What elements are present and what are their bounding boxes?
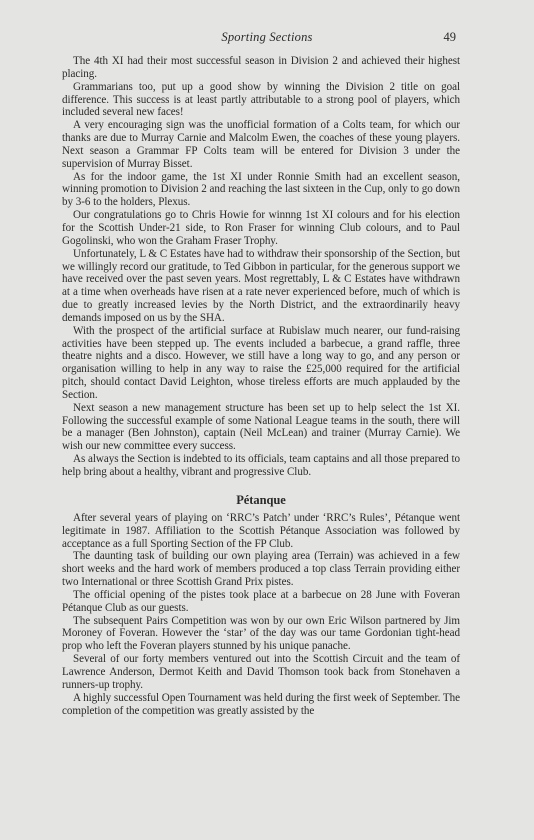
- running-head: [0, 30, 534, 46]
- section-heading-petanque: Pétanque: [236, 492, 286, 507]
- paragraph: As for the indoor game, the 1st XI under Ronnie Smith had an excellent season, winning promotion to Division 2 and reaching the last sixteen in the Cup, only to go down by 3-6 to the holders, Plexus.: [62, 170, 460, 209]
- paragraph: Unfortunately, L & C Estates have had to withdraw their sponsorship of the Section, but we willingly record our gratitude, to Ted Gibbon in particular, for the generous support we have received over the past seven years. Most regrettably, L & C Estates have withdrawn at a time when overheads have risen at a rate never experienced before, much of which is due to greatly increased levies by the North District, and the extraordinarily heavy demands imposed on us by the SHA.: [62, 247, 460, 324]
- paragraph: The daunting task of building our own playing area (Terrain) was achieved in a few short weeks and the hard work of members produced a top class Terrain providing either two International or three Scottish Grand Prix pistes.: [62, 550, 460, 589]
- paragraph: Next season a new management structure has been set up to help select the 1st XI. Following the successful example of some National League teams in the south, there will be a manager (Ben Johnston), captain (Neil McLean) and trainer (Murray Carnie). We wish our new committee every success.: [62, 401, 460, 453]
- page-number: 49: [443, 30, 456, 44]
- body-text: [62, 55, 460, 717]
- paragraph: Grammarians too, put up a good show by winning the Division 2 title on goal difference. This success is at least partly attributable to a strong pool of players, which included several new faces!: [62, 80, 460, 119]
- paragraph: Our congratulations go to Chris Howie for winnng 1st XI colours and for his election for the Scottish Under-21 side, to Ron Fraser for winning Club colours, and to Paul Gogolinski, who won the Graham Fraser Trophy.: [62, 209, 460, 247]
- paragraph: Several of our forty members ventured out into the Scottish Circuit and the team of Lawrence Anderson, Dermot Keith and David Thomson took back from Stonehaven a runners-up trophy.: [62, 653, 460, 691]
- paragraph: A highly successful Open Tournament was held during the first week of September. The completion of the competition was greatly assisted by the: [62, 691, 460, 717]
- running-title: Sporting Sections: [221, 30, 313, 44]
- paragraph: The 4th XI had their most successful season in Division 2 and achieved their highest placing.: [62, 55, 460, 80]
- paragraph: As always the Section is indebted to its officials, team captains and all those prepared to help bring about a healthy, vibrant and progressive Club.: [62, 453, 460, 478]
- paragraph: The official opening of the pistes took place at a barbecue on 28 June with Foveran Pétanque Club as our guests.: [62, 588, 460, 614]
- paragraph: After several years of playing on ‘RRC’s Patch’ under ‘RRC’s Rules’, Pétanque went legitimate in 1987. Affiliation to the Scottish Pétanque Association was followed by acceptance as a full Sporting Section of the FP Club.: [62, 511, 460, 550]
- paragraph: A very encouraging sign was the unofficial formation of a Colts team, for which our thanks are due to Murray Carnie and Malcolm Ewen, the coaches of these young players. Next season a Grammar FP Colts team will be entered for Division 3 under the supervision of Murray Bisset.: [62, 119, 460, 170]
- paragraph: With the prospect of the artificial surface at Rubislaw much nearer, our fund-raising activities have been stepped up. The events included a barbecue, a grand raffle, three theatre nights and a disco. However, we still have a long way to go, and any person or organisation willing to help in any way to raise the £25,000 required for the artificial pitch, should contact David Leighton, whose tireless efforts are much applauded by the Section.: [62, 324, 460, 401]
- paragraph: The subsequent Pairs Competition was won by our own Eric Wilson partnered by Jim Moroney of Foveran. However the ‘star’ of the day was our tame Gordonian tight-head prop who left the Foveran players stunned by his unique panache.: [62, 614, 460, 653]
